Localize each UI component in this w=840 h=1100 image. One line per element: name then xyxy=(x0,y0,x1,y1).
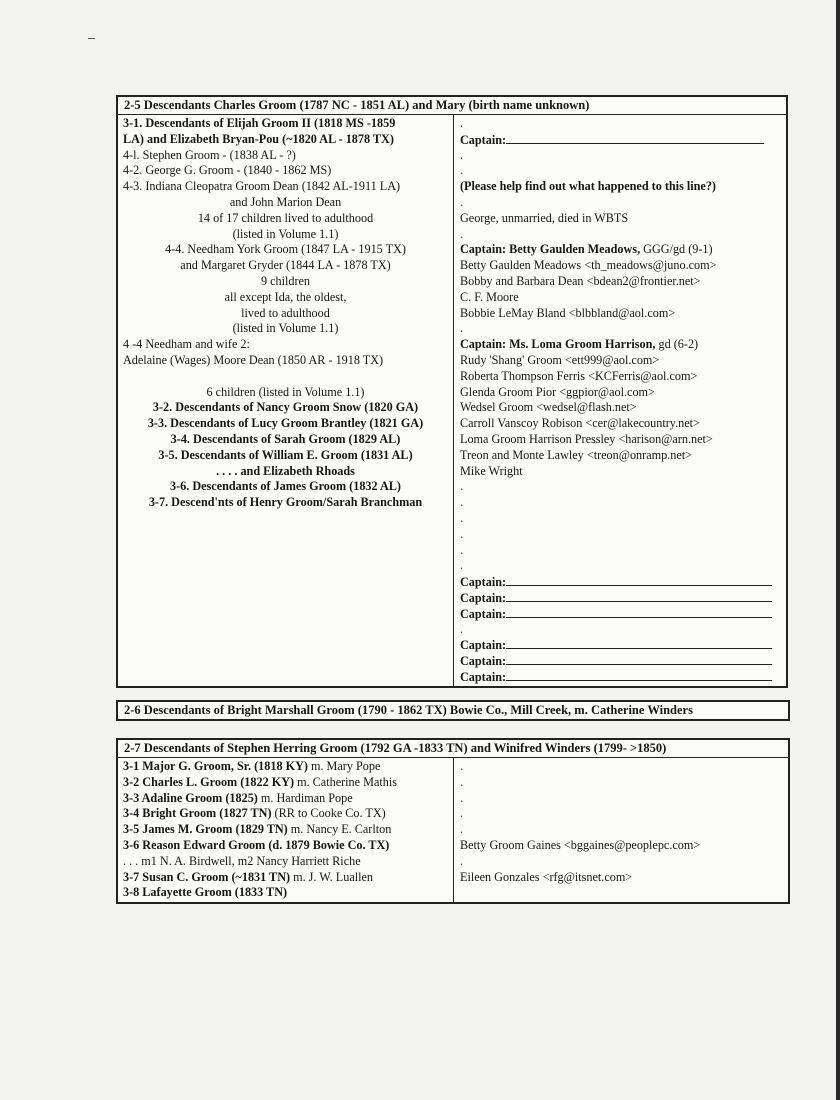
contact-text: . xyxy=(460,163,464,178)
contact-line: . xyxy=(460,822,464,837)
contact-text: . xyxy=(460,147,464,162)
entry-line xyxy=(123,791,448,807)
contact-text: George, unmarried, died in WBTS xyxy=(460,210,629,225)
entry-line: Adelaine (Wages) Moore Dean (1850 AR - 1918 TX) xyxy=(123,352,384,367)
entry-spouse: m. J. W. Luallen xyxy=(290,869,373,884)
entry-line: 4-2. George G. Groom - (1840 - 1862 MS) xyxy=(123,163,332,178)
entry-spouse: m. Nancy E. Carlton xyxy=(287,822,392,837)
contact-line xyxy=(460,432,780,448)
table-header-2-6: 2-6 Descendants of Bright Marshall Groom (1790 - 1862 TX) Bowie Co., Mill Creek, m. Catherine Winders xyxy=(124,703,693,717)
left-column-2-5 xyxy=(118,115,454,686)
contact-text: Bobby and Barbara Dean <bdean2@frontier.net> xyxy=(460,273,701,288)
contact-line xyxy=(460,448,780,464)
entry-spouse: m. Catherine Mathis xyxy=(294,774,397,789)
captain-line xyxy=(460,590,780,606)
table-2-7 xyxy=(116,738,790,904)
contact-text: . xyxy=(460,558,464,573)
entry-line: LA) and Elizabeth Bryan-Pou (~1820 AL - 1878 TX) xyxy=(123,131,394,146)
entry-line xyxy=(123,822,448,838)
right-column-2-7 xyxy=(454,758,788,902)
captain-label: Captain: xyxy=(460,132,507,147)
entry-spouse: (RR to Cooke Co. TX) xyxy=(271,806,386,821)
entry-spouse: m. Mary Pope xyxy=(307,759,381,773)
entry-name: 3-6 Reason Edward Groom (d. 1879 Bowie Co. TX) xyxy=(123,837,390,852)
entry-line: (listed in Volume 1.1) xyxy=(232,321,339,336)
contact-line xyxy=(460,116,780,132)
contact-text: Captain: Ms. Loma Groom Harrison, xyxy=(460,337,656,352)
contact-text: . xyxy=(460,495,464,510)
contact-text: . xyxy=(460,621,464,636)
entry-line xyxy=(123,885,448,901)
contact-text: Captain: Betty Gaulden Meadows, xyxy=(460,242,641,257)
entry-line: 9 children xyxy=(260,273,311,288)
contact-text: Roberta Thompson Ferris <KCFerris@aol.com> xyxy=(460,368,698,383)
contact-line xyxy=(460,479,780,495)
entry-line: 4-l. Stephen Groom - (1838 AL - ?) xyxy=(123,147,296,162)
entry-line: (listed in Volume 1.1) xyxy=(232,226,339,241)
captain-blank xyxy=(506,637,772,649)
entry-line: 3-6. Descendants of James Groom (1832 AL) xyxy=(170,479,401,494)
contact-line xyxy=(460,258,780,274)
entry-line: 3-3. Descendants of Lucy Groom Brantley (1821 GA) xyxy=(147,416,424,431)
entry-line: 3-5. Descendants of William E. Groom (1831 AL) xyxy=(158,447,413,462)
captain-line xyxy=(460,606,780,622)
contact-text: Carroll Vanscoy Robison <cer@lakecountry.net> xyxy=(460,416,700,431)
captain-label: Captain: xyxy=(460,606,507,621)
contact-line xyxy=(460,369,780,385)
table-header-2-5: 2-5 Descendants Charles Groom (1787 NC - 1851 AL) and Mary (birth name unknown) xyxy=(118,97,786,115)
contact-line xyxy=(460,543,780,559)
captain-blank xyxy=(506,574,772,586)
entry-line xyxy=(123,775,448,791)
table-2-6 xyxy=(116,700,790,721)
table-header-2-7: 2-7 Descendants of Stephen Herring Groom (1792 GA -1833 TN) and Winifred Winders (1799- >1850) xyxy=(118,740,788,758)
scan-edge xyxy=(836,0,840,1100)
captain-label: Captain: xyxy=(460,638,507,653)
entry-line: 3-7. Descend'nts of Henry Groom/Sarah Branchman xyxy=(148,495,423,510)
contact-text: Treon and Monte Lawley <treon@onramp.net> xyxy=(460,447,692,462)
contact-line xyxy=(460,385,780,401)
contact-line xyxy=(460,353,780,369)
contact-line xyxy=(460,195,780,211)
captain-blank xyxy=(506,653,772,665)
contact-line: Eileen Gonzales <rfg@itsnet.com> xyxy=(460,869,633,884)
contact-line xyxy=(460,242,780,258)
captain-blank xyxy=(506,132,764,144)
contact-line: . xyxy=(460,790,464,805)
entry-line xyxy=(123,854,448,870)
contact-text: C. F. Moore xyxy=(460,289,519,304)
captain-label: Captain: xyxy=(460,575,507,590)
contact-text: . xyxy=(460,116,464,130)
contact-line xyxy=(460,511,780,527)
table-2-5 xyxy=(116,95,788,688)
contact-line xyxy=(460,306,780,322)
entry-line: 3-1. Descendants of Elijah Groom II (1818 MS -1859 xyxy=(123,116,396,130)
captain-line xyxy=(460,637,780,653)
contact-text: Glenda Groom Pior <ggpior@aol.com> xyxy=(460,384,655,399)
entry-line: 4 -4 Needham and wife 2: xyxy=(123,337,250,352)
scan-mark xyxy=(88,38,95,39)
entry-line: 4-4. Needham York Groom (1847 LA - 1915 TX) xyxy=(165,242,406,257)
contact-line xyxy=(460,527,780,543)
table-body-2-5 xyxy=(118,115,786,686)
entry-name: 3-2 Charles L. Groom (1822 KY) xyxy=(123,774,295,789)
entry-spouse: . . . m1 N. A. Birdwell, m2 Nancy Harriett Riche xyxy=(123,853,361,868)
captain-relation: GGG/gd (9-1) xyxy=(640,242,713,257)
captain-blank xyxy=(506,606,772,618)
contact-text: Rudy 'Shang' Groom <ett999@aol.com> xyxy=(460,352,660,367)
entry-line: 3-2. Descendants of Nancy Groom Snow (1820 GA) xyxy=(152,400,419,415)
contact-text: . xyxy=(460,226,464,241)
entry-line: all except Ida, the oldest, xyxy=(224,289,347,304)
entry-line xyxy=(123,806,448,822)
contact-line xyxy=(460,211,780,227)
entry-line: lived to adulthood xyxy=(241,305,330,320)
entry-name: 3-4 Bright Groom (1827 TN) xyxy=(123,806,272,821)
captain-blank xyxy=(506,669,772,681)
contact-line xyxy=(460,400,780,416)
contact-line xyxy=(460,179,780,195)
entry-name: 3-3 Adaline Groom (1825) xyxy=(123,790,258,805)
contact-text: Mike Wright xyxy=(460,463,523,478)
captain-label: Captain: xyxy=(460,654,507,669)
entry-line: . . . . and Elizabeth Rhoads xyxy=(216,463,355,478)
contact-line xyxy=(460,495,780,511)
contact-line: . xyxy=(460,759,464,773)
contact-line xyxy=(460,227,780,243)
entry-line xyxy=(123,759,448,775)
entry-line: 14 of 17 children lived to adulthood xyxy=(197,210,374,225)
captain-line xyxy=(460,574,780,590)
contact-text: . xyxy=(460,510,464,525)
contact-text: . xyxy=(460,526,464,541)
entry-line xyxy=(123,369,448,385)
contact-line: . xyxy=(460,853,464,868)
contact-line xyxy=(460,622,780,638)
contact-line xyxy=(460,885,782,901)
captain-label: Captain: xyxy=(460,590,507,605)
contact-line xyxy=(460,416,780,432)
entry-line xyxy=(123,870,448,886)
captain-label: Captain: xyxy=(460,669,507,684)
contact-line xyxy=(460,558,780,574)
contact-text: Wedsel Groom <wedsel@flash.net> xyxy=(460,400,637,415)
contact-line: . xyxy=(460,806,464,821)
contact-text: Loma Groom Harrison Pressley <harison@arn.net> xyxy=(460,431,713,446)
contact-text: (Please help find out what happened to this line?) xyxy=(460,179,716,194)
contact-line xyxy=(460,148,780,164)
entry-line: 6 children (listed in Volume 1.1) xyxy=(206,384,365,399)
entry-line: and John Marion Dean xyxy=(229,194,342,209)
left-column-2-7 xyxy=(118,758,454,902)
contact-line xyxy=(460,274,780,290)
contact-text: . xyxy=(460,194,464,209)
entry-spouse: m. Hardiman Pope xyxy=(257,790,353,805)
contact-line xyxy=(460,290,780,306)
entry-name: 3-7 Susan C. Groom (~1831 TN) xyxy=(123,869,291,884)
table-body-2-7 xyxy=(118,758,788,902)
contact-text: . xyxy=(460,321,464,336)
contact-line xyxy=(460,337,780,353)
entry-line: and Margaret Gryder (1844 LA - 1878 TX) xyxy=(180,258,391,273)
contact-line: . xyxy=(460,774,464,789)
captain-line xyxy=(460,653,780,669)
captain-blank xyxy=(506,590,772,602)
captain-line xyxy=(460,132,780,148)
entry-line xyxy=(123,838,448,854)
entry-name: 3-5 James M. Groom (1829 TN) xyxy=(123,822,288,837)
entry-line: 4-3. Indiana Cleopatra Groom Dean (1842 AL-1911 LA) xyxy=(123,179,401,194)
contact-text: . xyxy=(460,479,464,494)
contact-line xyxy=(460,464,780,480)
entry-line: 3-4. Descendants of Sarah Groom (1829 AL) xyxy=(170,431,401,446)
captain-relation: gd (6-2) xyxy=(655,337,699,352)
contact-line xyxy=(460,163,780,179)
contact-line: Betty Groom Gaines <bggaines@peoplepc.com> xyxy=(460,837,701,852)
contact-text: Betty Gaulden Meadows <th_meadows@juno.com> xyxy=(460,258,717,273)
contact-line xyxy=(460,321,780,337)
contact-text: . xyxy=(460,542,464,557)
entry-name: 3-1 Major G. Groom, Sr. (1818 KY) xyxy=(123,759,308,773)
captain-line xyxy=(460,669,780,685)
right-column-2-5 xyxy=(454,115,786,686)
entry-name: 3-8 Lafayette Groom (1833 TN) xyxy=(123,885,288,900)
contact-text: Bobbie LeMay Bland <blbbland@aol.com> xyxy=(460,305,676,320)
